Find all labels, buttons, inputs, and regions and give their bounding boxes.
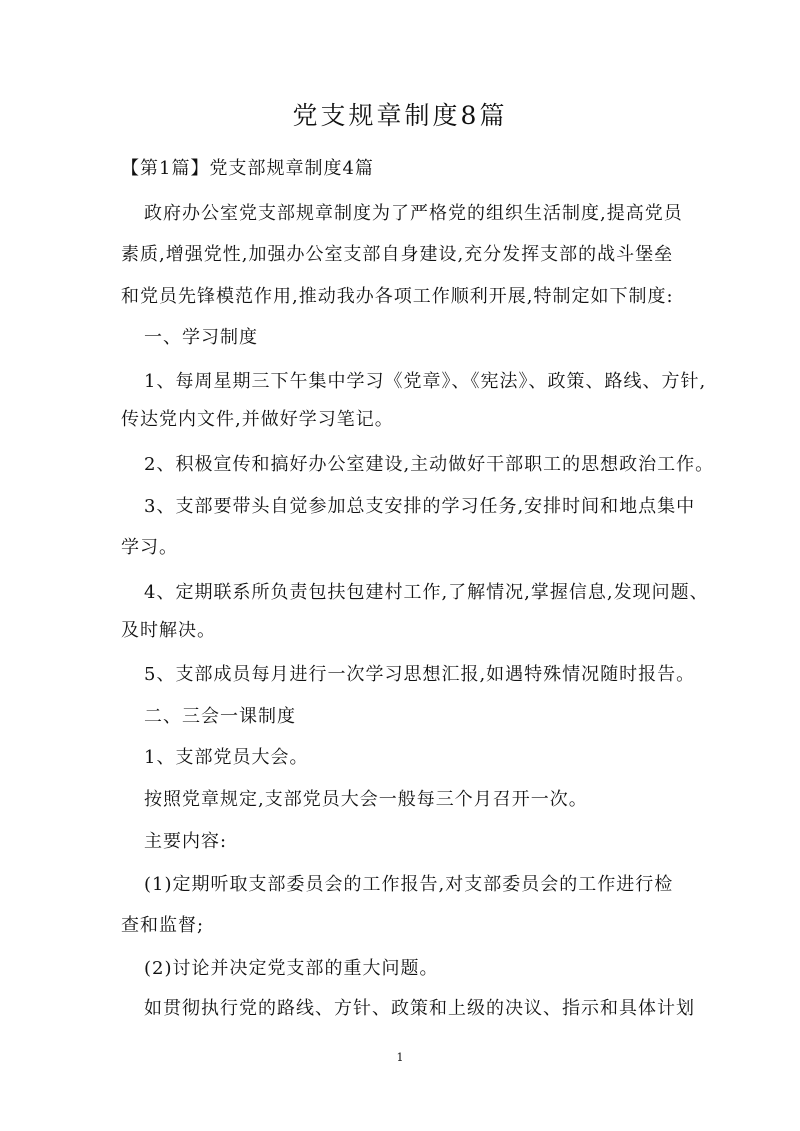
document-title: 党支规章制度8篇 (292, 101, 508, 130)
body-line: 3、支部要带头自觉参加总支安排的学习任务,安排时间和地点集中 (144, 496, 696, 517)
body-line: 5、支部成员每月进行一次学习思想汇报,如遇特殊情况随时报告。 (144, 664, 696, 685)
section-subheading: 二、三会一课制度 (144, 706, 296, 727)
body-line: 和党员先锋模范作用,推动我办各项工作顺利开展,特制定如下制度: (121, 286, 674, 307)
body-line: 1、每周星期三下午集中学习《党章》、《宪法》、政策、路线、方针, (144, 371, 707, 392)
body-line: 政府办公室党支部规章制度为了严格党的组织生活制度,提高党员 (144, 203, 683, 224)
body-line: 查和监督; (121, 915, 205, 936)
section-subheading: 一、学习制度 (144, 327, 258, 348)
body-line: 素质,增强党性,加强办公室支部自身建设,充分发挥支部的战斗堡垒 (121, 244, 674, 265)
body-line: 传达党内文件,并做好学习笔记。 (121, 409, 394, 430)
body-line: 按照党章规定,支部党员大会一般每三个月召开一次。 (144, 789, 588, 810)
body-line: 主要内容: (144, 831, 228, 852)
body-line: (2)讨论并决定党支部的重大问题。 (144, 958, 439, 979)
body-line: 1、支部党员大会。 (144, 747, 309, 768)
body-line: 及时解决。 (121, 620, 216, 641)
body-line: 学习。 (121, 537, 178, 558)
body-line: 如贯彻执行党的路线、方针、政策和上级的决议、指示和具体计划 (144, 998, 695, 1019)
page-number: 1 (396, 1051, 404, 1064)
body-line: 2、积极宣传和搞好办公室建设,主动做好干部职工的思想政治工作。 (144, 454, 715, 475)
body-line: (1)定期听取支部委员会的工作报告,对支部委员会的工作进行检 (144, 874, 674, 895)
body-line: 4、定期联系所负责包扶包建村工作,了解情况,掌握信息,发现问题、 (144, 582, 709, 603)
section-heading: 【第1篇】党支部规章制度4篇 (121, 158, 374, 179)
